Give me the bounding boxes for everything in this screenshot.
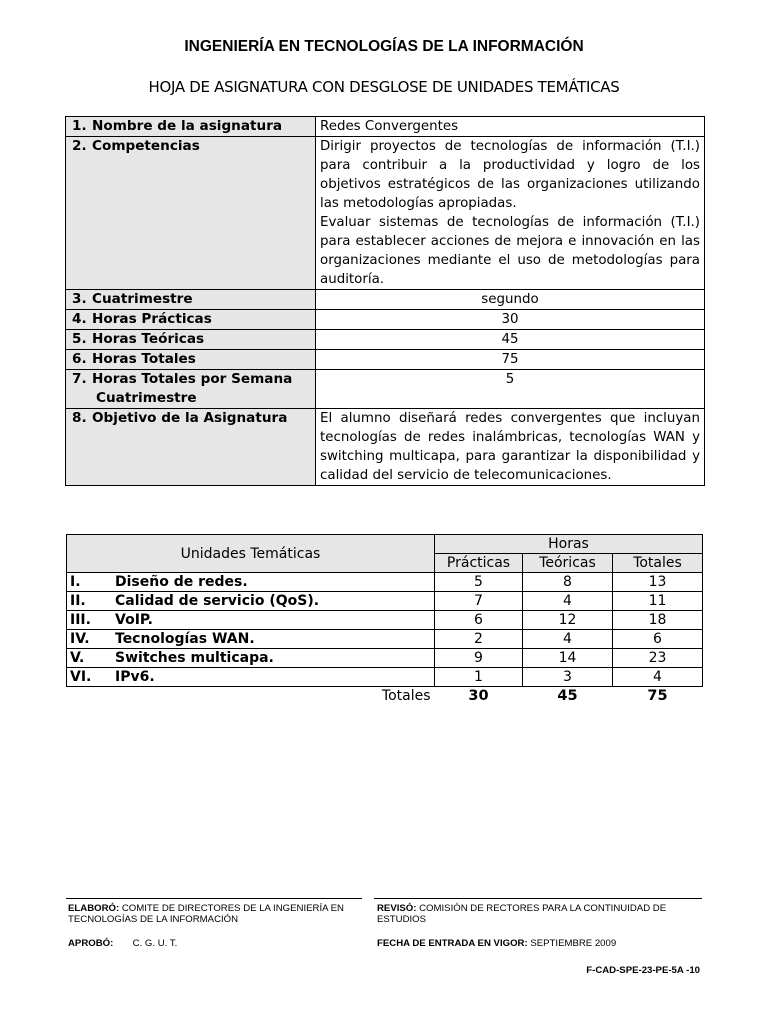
document-title: INGENIERÍA EN TECNOLOGÍAS DE LA INFORMACIÓN <box>184 38 584 55</box>
unit-totales: 4 <box>613 668 703 687</box>
vigor-block <box>377 938 616 949</box>
row-label: Cuatrimestre <box>92 291 193 307</box>
row-number: 5. <box>72 331 87 347</box>
row-number: 1. <box>72 118 87 134</box>
reviso-label: REVISÓ: <box>377 903 417 914</box>
unit-practicas: 7 <box>435 592 523 611</box>
unit-number: II. <box>70 593 86 609</box>
unit-name: Diseño de redes. <box>115 574 248 590</box>
totals-label: Totales <box>381 688 431 704</box>
unit-name: Tecnologías WAN. <box>115 631 255 647</box>
reviso-block <box>377 903 702 925</box>
unit-number: III. <box>70 612 91 628</box>
row-label: Horas Totales <box>92 351 196 367</box>
info-row-horas-teoricas <box>66 330 705 350</box>
unit-number: V. <box>70 650 85 666</box>
unit-name-cell <box>67 592 435 611</box>
elaboro-value: COMITE DE DIRECTORES DE LA INGENIERÍA EN TECNOLOGÍAS DE LA INFORMACIÓN <box>68 903 344 925</box>
teoricas-header: Teóricas <box>523 554 613 573</box>
unit-teoricas: 8 <box>523 573 613 592</box>
course-info-table <box>65 116 705 486</box>
unit-practicas: 6 <box>435 611 523 630</box>
unit-totales: 6 <box>613 630 703 649</box>
unit-practicas: 5 <box>435 573 523 592</box>
elaboro-block <box>68 903 363 925</box>
unit-totales: 13 <box>613 573 703 592</box>
unit-totales: 23 <box>613 649 703 668</box>
unit-teoricas: 14 <box>523 649 613 668</box>
totales-header: Totales <box>613 554 703 573</box>
unit-name-cell <box>67 668 435 687</box>
horas-teoricas-value: 45 <box>316 330 705 350</box>
thematic-units-table <box>66 534 703 705</box>
row-label: Horas Totales por Semana <box>92 371 293 387</box>
info-row-horas-practicas <box>66 310 705 330</box>
row-label: Objetivo de la Asignatura <box>92 410 288 426</box>
cuatrimestre-value: segundo <box>316 290 705 310</box>
unit-name-cell <box>67 649 435 668</box>
unit-name: IPv6. <box>115 669 155 685</box>
row-number: 4. <box>72 311 87 327</box>
unit-name-cell <box>67 573 435 592</box>
reviso-value: COMISIÓN DE RECTORES PARA LA CONTINUIDAD DE ESTUDIOS <box>377 903 667 925</box>
unit-teoricas: 12 <box>523 611 613 630</box>
competencias-value <box>316 137 705 290</box>
unit-number: IV. <box>70 631 90 647</box>
unit-name-cell <box>67 630 435 649</box>
objetivo-value <box>316 409 705 486</box>
unit-totales: 11 <box>613 592 703 611</box>
unit-practicas: 1 <box>435 668 523 687</box>
objetivo-text: El alumno diseñará redes convergentes que incluyan tecnologías de redes inalámbricas, tecnologías WAN y switching multicapa, para garantizar la disponibilidad y calidad del servicio de telecomunicaciones. <box>320 411 700 483</box>
aprobo-value: C. G. U. T. <box>132 938 178 949</box>
row-number: 2. <box>72 138 87 154</box>
info-row-name <box>66 117 705 137</box>
info-row-cuatrimestre <box>66 290 705 310</box>
unit-totales: 18 <box>613 611 703 630</box>
total-practicas: 30 <box>468 688 489 704</box>
info-row-competencias <box>66 137 705 290</box>
unit-row <box>67 630 703 649</box>
unit-practicas: 2 <box>435 630 523 649</box>
unit-row <box>67 611 703 630</box>
row-label: Horas Prácticas <box>92 311 212 327</box>
info-row-objetivo <box>66 409 705 486</box>
info-row-horas-totales <box>66 350 705 370</box>
unit-row <box>67 592 703 611</box>
document-code: F-CAD-SPE-23-PE-5A -10 <box>586 965 700 976</box>
vigor-value: SEPTIEMBRE 2009 <box>530 938 617 949</box>
unit-row <box>67 668 703 687</box>
unit-name: Switches multicapa. <box>115 650 274 666</box>
footer-rule-right <box>374 898 702 899</box>
horas-totales-value: 75 <box>316 350 705 370</box>
units-header: Unidades Temáticas <box>67 535 435 573</box>
unit-name-cell <box>67 611 435 630</box>
unit-teoricas: 4 <box>523 592 613 611</box>
unit-number: I. <box>70 574 81 590</box>
horas-semana-value: 5 <box>316 370 705 409</box>
footer-rule-left <box>66 898 362 899</box>
row-number: 8. <box>72 410 87 426</box>
row-number: 6. <box>72 351 87 367</box>
total-totales: 75 <box>647 688 668 704</box>
hours-header: Horas <box>435 535 703 554</box>
unit-name: VoIP. <box>115 612 153 628</box>
horas-practicas-value: 30 <box>316 310 705 330</box>
row-label-continued: Cuatrimestre <box>96 390 197 406</box>
course-name-value: Redes Convergentes <box>316 117 705 137</box>
totals-row <box>67 687 703 706</box>
unit-number: VI. <box>70 669 92 685</box>
competencia-2: Evaluar sistemas de tecnologías de información (T.I.) para establecer acciones de mejora e innovación en las organizaciones mediante el uso de metodologías para auditoría. <box>320 215 700 287</box>
unit-row <box>67 649 703 668</box>
unit-teoricas: 4 <box>523 630 613 649</box>
total-teoricas: 45 <box>557 688 578 704</box>
row-label: Competencias <box>92 138 200 154</box>
unit-name: Calidad de servicio (QoS). <box>115 593 320 609</box>
row-label: Nombre de la asignatura <box>92 118 283 134</box>
unit-row <box>67 573 703 592</box>
aprobo-label: APROBÓ: <box>68 938 114 949</box>
unit-teoricas: 3 <box>523 668 613 687</box>
row-number: 7. <box>72 371 87 387</box>
info-row-horas-semana <box>66 370 705 409</box>
row-number: 3. <box>72 291 87 307</box>
competencia-1: Dirigir proyectos de tecnologías de información (T.I.) para contribuir a la productividad y logro de los objetivos estratégicos de las organizaciones utilizando las metodologías apropiadas. <box>320 139 700 211</box>
document-subtitle: HOJA DE ASIGNATURA CON DESGLOSE DE UNIDADES TEMÁTICAS <box>148 78 620 96</box>
vigor-label: FECHA DE ENTRADA EN VIGOR: <box>377 938 528 949</box>
practicas-header: Prácticas <box>435 554 523 573</box>
unit-practicas: 9 <box>435 649 523 668</box>
aprobo-block <box>68 938 177 949</box>
elaboro-label: ELABORÓ: <box>68 903 120 914</box>
row-label: Horas Teóricas <box>92 331 205 347</box>
